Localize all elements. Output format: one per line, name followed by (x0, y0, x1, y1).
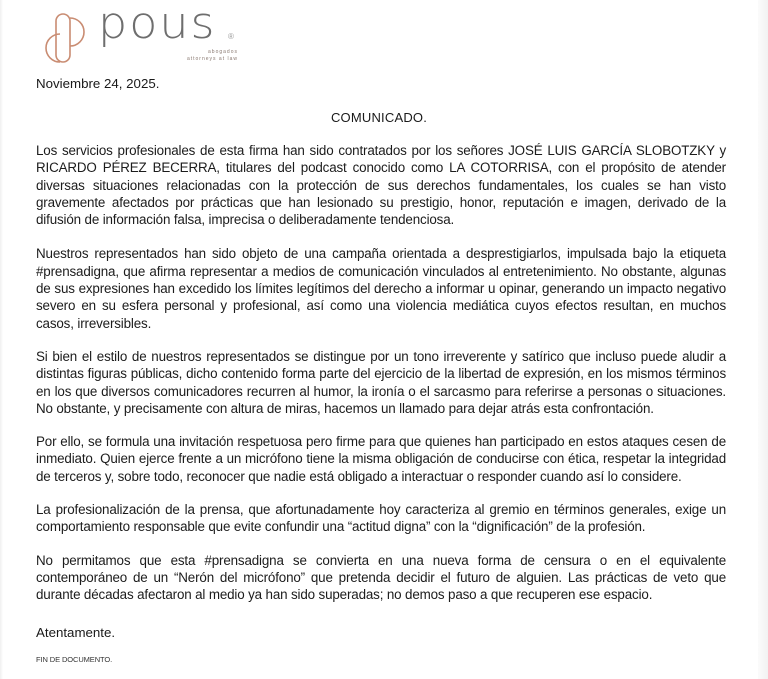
page-margin-strip (758, 0, 768, 679)
letterhead-logo (40, 0, 240, 68)
paragraph-1: Los servicios profesionales de esta firma han sido contratados por los señores JOSÉ LUIS GARCÍA SLOBOTZKY y RICARDO PÉREZ BECERRA, titulares del podcast conocido como LA COTORRISA, con el propósito de atender diversas situaciones relacionadas con la protección de sus derechos fundamentales, los cuales se han visto gravemente afectados por prácticas que han lesionado su prestigio, honor, reputación e imagen, derivado de la difusión de información falsa, imprecisa o deliberadamente tendenciosa. (36, 143, 726, 228)
paragraph-3: Si bien el estilo de nuestros representados se distingue por un tono irreverente y satírico que incluso puede aludir a distintas figuras públicas, dicho contenido forma parte del ejercicio de la libertad de expresión, en los mismos términos en los que diversos comunicadores recurren al humor, la ironía o el sarcasmo para referirse a personas o situaciones. No obstante, y precisamente con altura de miras, hacemos un llamado para dejar atrás esta confrontación. (36, 348, 726, 416)
brand-tagline-spanish: abogados (208, 49, 238, 55)
paragraph-6: No permitamos que esta #prensadigna se convierta en una nueva forma de censura o en el equivalente contemporáneo de un “Nerón del micrófono” que pretenda decidir el futuro de alguien. Las prácticas de veto que durante décadas afectaron al medio ya han sido superadas; no demos paso a que recuperen ese espacio. (36, 552, 726, 603)
brand-tagline-english: attorneys at law (186, 56, 238, 62)
paragraph-2: Nuestros representados han sido objeto de una campaña orientada a desprestigiarlos, impulsada bajo la etiqueta #prensadigna, que afirma representar a medios de comunicación vinculados al entretenimiento. No obstante, algunas de sus expresiones han excedido los límites legítimos del derecho a informar u opinar, generando un impacto negativo severo en su esfera personal y profesional, así como una violencia mediática cuyos efectos resultan, en muchos casos, irreversibles. (36, 246, 726, 331)
paragraph-4: Por ello, se formula una invitación respetuosa pero firme para que quienes han participado en estos ataques cesen de inmediato. Quien ejerce frente a un micrófono tiene la misma obligación de conducirse con ética, respetar la integridad de terceros y, sobre todo, reconocer que nadie está obligado a interactuar o responder cuando así lo considere. (36, 434, 726, 484)
closing-salutation: Atentamente. (36, 625, 116, 640)
dp-monogram-icon (40, 6, 100, 68)
paragraph-5: La profesionalización de la prensa, que afortunadamente hoy caracteriza al gremio en términos generales, exige un comportamiento responsable que evite confundir una “actitud digna” con la “dignificación” de la profesión. (36, 502, 726, 535)
page-edge-shadow (0, 0, 3, 679)
document-title: COMUNICADO. (330, 110, 428, 125)
document-date: Noviembre 24, 2025. (36, 76, 160, 91)
document-body (36, 142, 726, 620)
brand-wordmark: pous (98, 0, 217, 49)
registered-mark: ® (228, 32, 234, 41)
end-of-document-note: FIN DE DOCUMENTO. (36, 655, 113, 664)
